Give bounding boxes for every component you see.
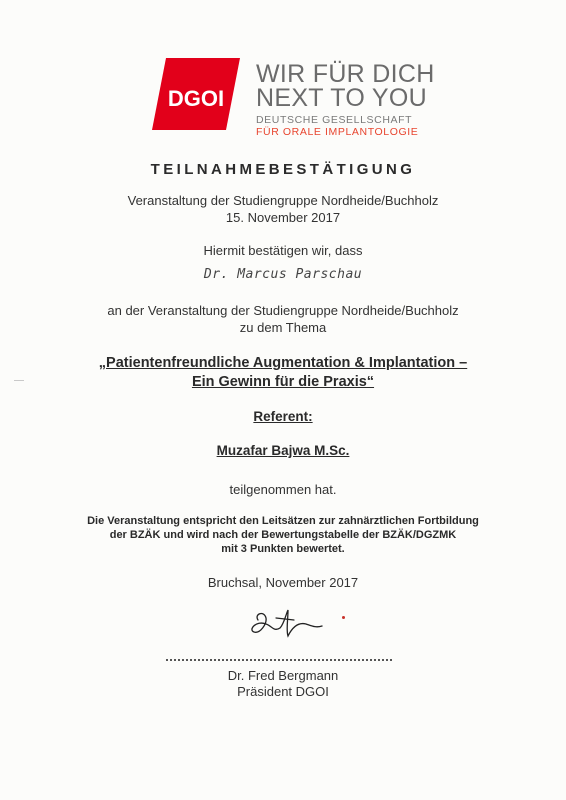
speaker-label: Referent: — [253, 409, 313, 424]
signer-role: Präsident DGOI — [237, 684, 329, 699]
place-date: Bruchsal, November 2017 — [207, 575, 359, 590]
event-line-2: an der Veranstaltung der Studiengruppe Nordheide/Buchholz — [107, 303, 459, 318]
scan-mark — [14, 380, 24, 381]
note-line1: Die Veranstaltung entspricht den Leitsätzen zur zahnärztlichen Fortbildung — [87, 515, 479, 527]
ink-dot — [342, 616, 345, 619]
topic-intro: zu dem Thema — [239, 320, 327, 335]
speaker-label-row — [0, 409, 566, 424]
event-line: Veranstaltung der Studiengruppe Nordheide/Buchholz — [127, 193, 439, 208]
signature-line — [166, 659, 392, 661]
theme-line2 — [0, 374, 566, 390]
participant-name: Dr. Marcus Parschau — [203, 267, 363, 282]
theme-text-1: „Patientenfreundliche Augmentation & Implantation – — [98, 355, 468, 371]
event-date: 15. November 2017 — [225, 210, 341, 225]
note-line3: mit 3 Punkten bewertet. — [221, 543, 345, 555]
participated-text: teilgenommen hat. — [229, 482, 337, 497]
speaker-name: Muzafar Bajwa M.Sc. — [216, 443, 350, 458]
org-name-line1: DEUTSCHE GESELLSCHAFT — [256, 114, 413, 126]
theme-line1 — [0, 355, 566, 371]
note-line2: der BZÄK und wird nach der Bewertungstabelle der BZÄK/DGZMK — [109, 529, 457, 541]
speaker-name-row — [0, 443, 566, 458]
org-name-line2: FÜR ORALE IMPLANTOLOGIE — [256, 126, 419, 138]
signature — [236, 606, 326, 646]
dgoi-logo — [152, 58, 240, 130]
theme-text-2: Ein Gewinn für die Praxis“ — [191, 374, 375, 390]
confirm-text: Hiermit bestätigen wir, dass — [203, 243, 363, 258]
slogan-line2: NEXT TO YOU — [256, 84, 427, 112]
signer-name: Dr. Fred Bergmann — [227, 668, 339, 683]
logo-text: DGOI — [167, 86, 225, 111]
slogan-line1: WIR FÜR DICH — [256, 60, 435, 88]
certificate-title: TEILNAHMEBESTÄTIGUNG — [150, 161, 416, 178]
